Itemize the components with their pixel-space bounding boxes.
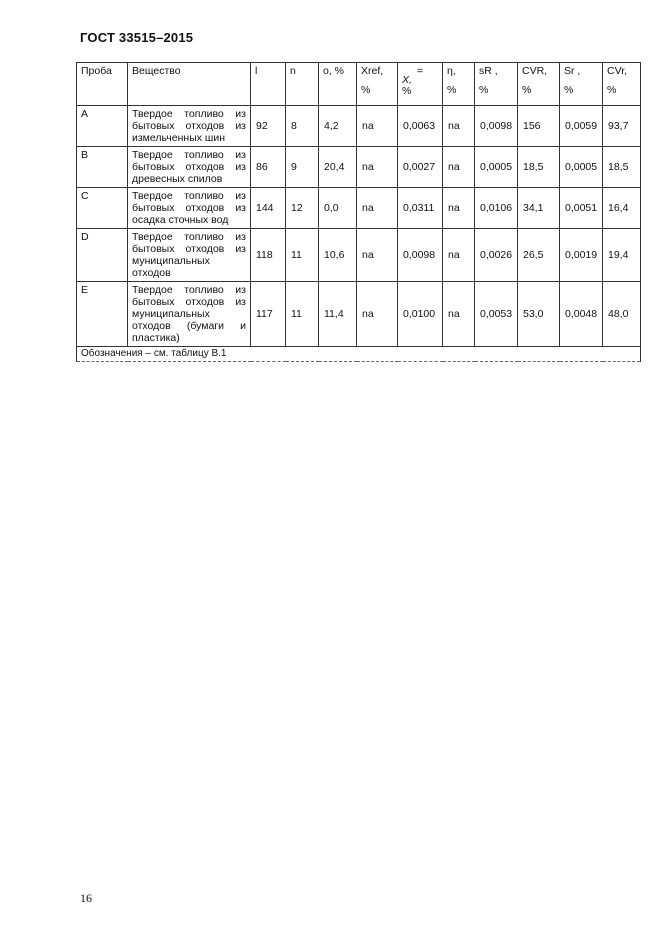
- cell-sr: 0,0005: [560, 147, 603, 188]
- cell-sample: B: [77, 147, 128, 188]
- col-header-CVR: CVR, %: [518, 63, 560, 106]
- cell-sR: 0,0026: [475, 229, 518, 282]
- cell-xref: na: [357, 106, 398, 147]
- table-row: [77, 229, 641, 282]
- col-header-n: n: [286, 63, 319, 106]
- cell-xmean: 0,0063: [398, 106, 443, 147]
- table-footnote: Обозначения – см. таблицу В.1: [77, 347, 641, 362]
- col-header-sr: Sr , %: [560, 63, 603, 106]
- table-body: [77, 106, 641, 347]
- cell-o: 0,0: [319, 188, 357, 229]
- cell-substance: Твердое топливо из бытовых отходов из муниципальных отходов: [128, 229, 251, 282]
- cell-xref: na: [357, 229, 398, 282]
- cell-substance: Твердое топливо из бытовых отходов из осадка сточных вод: [128, 188, 251, 229]
- cell-xref: na: [357, 282, 398, 347]
- cell-l: 86: [251, 147, 286, 188]
- cell-l: 118: [251, 229, 286, 282]
- cell-sr: 0,0048: [560, 282, 603, 347]
- cell-xref: na: [357, 147, 398, 188]
- col-header-xref: Xref, %: [357, 63, 398, 106]
- cell-n: 11: [286, 282, 319, 347]
- table-row: [77, 282, 641, 347]
- cell-CVr: 93,7: [603, 106, 641, 147]
- cell-xmean: 0,0311: [398, 188, 443, 229]
- cell-eta: na: [443, 188, 475, 229]
- cell-CVr: 48,0: [603, 282, 641, 347]
- cell-n: 9: [286, 147, 319, 188]
- cell-CVR: 26,5: [518, 229, 560, 282]
- cell-sR: 0,0053: [475, 282, 518, 347]
- col-header-o: o, %: [319, 63, 357, 106]
- cell-eta: na: [443, 282, 475, 347]
- cell-l: 117: [251, 282, 286, 347]
- cell-substance: Твердое топливо из бытовых отходов из древесных спилов: [128, 147, 251, 188]
- col-header-sample: Проба: [77, 63, 128, 106]
- table-row: [77, 147, 641, 188]
- cell-xmean: 0,0100: [398, 282, 443, 347]
- cell-xmean: 0,0027: [398, 147, 443, 188]
- col-header-CVr: CVr, %: [603, 63, 641, 106]
- cell-n: 8: [286, 106, 319, 147]
- table-footer-row: [77, 347, 641, 362]
- cell-sr: 0,0051: [560, 188, 603, 229]
- cell-sample: A: [77, 106, 128, 147]
- cell-sr: 0,0019: [560, 229, 603, 282]
- col-header-eta: η, %: [443, 63, 475, 106]
- cell-CVR: 156: [518, 106, 560, 147]
- document-header: ГОСТ 33515–2015: [80, 30, 194, 45]
- cell-sR: 0,0098: [475, 106, 518, 147]
- cell-sample: C: [77, 188, 128, 229]
- cell-CVR: 18,5: [518, 147, 560, 188]
- cell-xref: na: [357, 188, 398, 229]
- cell-CVr: 16,4: [603, 188, 641, 229]
- cell-o: 11,4: [319, 282, 357, 347]
- cell-CVR: 53,0: [518, 282, 560, 347]
- cell-sample: E: [77, 282, 128, 347]
- cell-n: 11: [286, 229, 319, 282]
- col-header-xmean: = X, %: [398, 63, 443, 106]
- cell-o: 20,4: [319, 147, 357, 188]
- cell-substance: Твердое топливо из бытовых отходов из измельченных шин: [128, 106, 251, 147]
- cell-CVr: 19,4: [603, 229, 641, 282]
- cell-xmean: 0,0098: [398, 229, 443, 282]
- col-header-sR: sR , %: [475, 63, 518, 106]
- cell-l: 92: [251, 106, 286, 147]
- cell-CVr: 18,5: [603, 147, 641, 188]
- cell-l: 144: [251, 188, 286, 229]
- table-row: [77, 106, 641, 147]
- table-header-row: [77, 63, 641, 106]
- results-table: [76, 62, 641, 362]
- cell-CVR: 34,1: [518, 188, 560, 229]
- cell-eta: na: [443, 229, 475, 282]
- col-header-substance: Вещество: [128, 63, 251, 106]
- cell-sR: 0,0005: [475, 147, 518, 188]
- cell-o: 4,2: [319, 106, 357, 147]
- cell-n: 12: [286, 188, 319, 229]
- cell-o: 10,6: [319, 229, 357, 282]
- cell-eta: na: [443, 147, 475, 188]
- col-header-l: l: [251, 63, 286, 106]
- cell-sR: 0,0106: [475, 188, 518, 229]
- cell-sr: 0,0059: [560, 106, 603, 147]
- cell-substance: Твердое топливо из бытовых отходов из муниципальных отходов (бумаги и пластика): [128, 282, 251, 347]
- table-row: [77, 188, 641, 229]
- cell-eta: na: [443, 106, 475, 147]
- cell-sample: D: [77, 229, 128, 282]
- page-number: 16: [80, 891, 92, 905]
